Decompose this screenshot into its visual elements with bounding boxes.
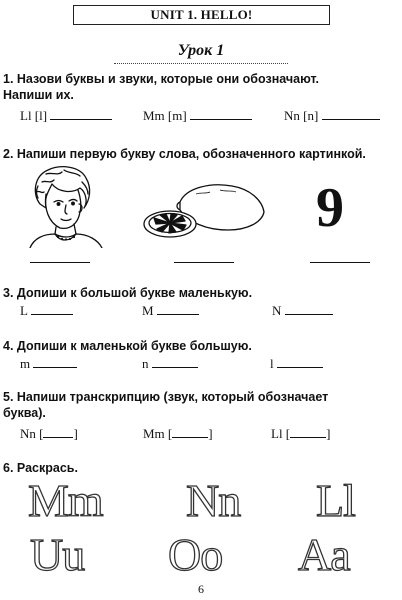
task-4-item-2: n	[142, 355, 198, 372]
page-number: 6	[198, 582, 204, 596]
number-nine-picture: 9	[316, 177, 344, 239]
lemon-icon	[140, 180, 270, 242]
task-1-item-1: Ll [l]	[20, 107, 112, 124]
task-4-instruction: 4. Допиши к маленькой букве большую.	[3, 339, 252, 353]
task-1-instruction	[3, 71, 399, 103]
task-5-line-1: 5. Напиши транскрипцию (звук, который обозначает	[3, 390, 329, 404]
task-1-line-2: Напиши их.	[3, 88, 74, 102]
answer-line[interactable]	[285, 302, 333, 315]
task-3-item-2: M	[142, 302, 199, 319]
outline-letters-oo[interactable]: Oo	[168, 529, 223, 580]
task-4-item-1: m	[20, 355, 77, 372]
answer-line[interactable]	[152, 355, 198, 368]
outline-letters-mm[interactable]: Mm	[28, 475, 103, 526]
task-3-item-3: N	[272, 302, 333, 319]
answer-line[interactable]	[31, 302, 73, 315]
answer-line[interactable]	[310, 262, 370, 263]
lesson-title: Урок 1	[177, 42, 225, 59]
unit-header: UNIT 1. HELLO!	[73, 5, 330, 25]
outline-letters-aa[interactable]: Aa	[298, 529, 350, 580]
task-1-item-2: Mm [m]	[143, 107, 252, 124]
answer-line[interactable]	[190, 107, 252, 120]
task-5-item-2: Mm [ ]	[143, 426, 213, 441]
task-2-instruction: 2. Напиши первую букву слова, обозначенного картинкой.	[3, 147, 366, 161]
outline-letters-uu[interactable]: Uu	[30, 529, 85, 580]
outline-letters-nn[interactable]: Nn	[186, 475, 241, 526]
answer-line[interactable]	[157, 302, 199, 315]
answer-line[interactable]	[50, 107, 112, 120]
answer-line[interactable]	[322, 107, 380, 120]
task-4-item-3: l	[270, 355, 323, 372]
answer-line[interactable]	[30, 262, 90, 263]
task-5-item-3: Ll [ ]	[271, 426, 331, 441]
answer-line[interactable]	[174, 262, 234, 263]
answer-line[interactable]	[43, 425, 73, 438]
task-6-instruction: 6. Раскрась.	[3, 461, 78, 475]
task-1-item-3: Nn [n]	[284, 107, 380, 124]
answer-line[interactable]	[172, 425, 208, 438]
answer-line[interactable]	[277, 355, 323, 368]
task-3-item-1: L	[20, 302, 73, 319]
task-5-item-1: Nn [ ]	[20, 426, 78, 441]
task-5-line-2: буква).	[3, 406, 46, 420]
answer-line[interactable]	[33, 355, 77, 368]
title-divider	[114, 63, 288, 64]
answer-line[interactable]	[290, 425, 326, 438]
woman-portrait-icon	[22, 164, 108, 248]
task-5-instruction	[3, 389, 399, 421]
outline-letters-ll[interactable]: Ll	[316, 475, 355, 526]
task-3-instruction: 3. Допиши к большой букве маленькую.	[3, 286, 253, 300]
task-1-line-1: 1. Назови буквы и звуки, которые они обозначают.	[3, 72, 319, 86]
